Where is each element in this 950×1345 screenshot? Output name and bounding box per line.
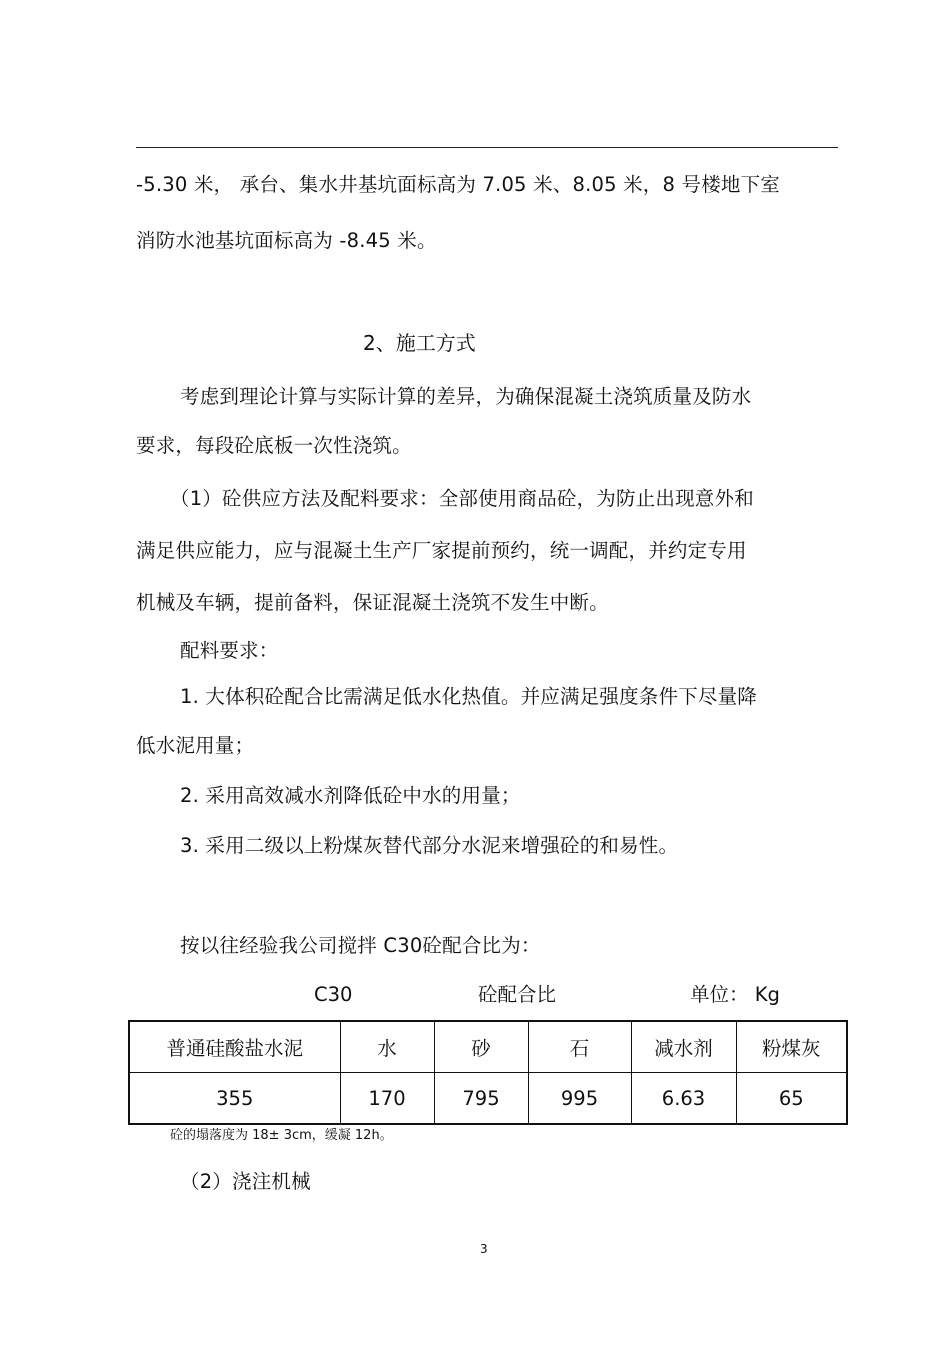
paragraph-line: 满足供应能力，应与混凝土生产厂家提前预约，统一调配，并约定专用 <box>136 539 747 562</box>
table-value-row <box>129 1073 847 1125</box>
header-cell-cement: 普通硅酸盐水泥 <box>129 1021 340 1073</box>
header-cell-fly-ash: 粉煤灰 <box>736 1021 847 1073</box>
section-heading: 2、施工方式 <box>363 331 476 355</box>
value-cell-water: 170 <box>340 1073 434 1125</box>
header-cell-sand: 砂 <box>434 1021 528 1073</box>
table-note: 砼的塌落度为 18± 3cm，缓凝 12h。 <box>170 1128 393 1143</box>
page-number: 3 <box>480 1242 488 1256</box>
requirement-item: 3. 采用二级以上粉煤灰替代部分水泥来增强砼的和易性。 <box>180 834 679 857</box>
requirement-item-continued: 低水泥用量； <box>136 734 255 757</box>
requirement-item: 1. 大体积砼配合比需满足低水化热值。并应满足强度条件下尽量降 <box>180 685 758 708</box>
header-rule <box>136 147 838 148</box>
experience-line: 按以往经验我公司搅拌 C30砼配合比为： <box>180 934 541 957</box>
requirement-item: 2. 采用高效减水剂降低砼中水的用量； <box>180 784 521 807</box>
table-header-row <box>129 1021 847 1073</box>
value-cell-fly-ash: 65 <box>736 1073 847 1125</box>
paragraph-line: 机械及车辆，提前备料，保证混凝土浇筑不发生中断。 <box>136 591 609 614</box>
table-caption-title: 砼配合比 <box>478 983 557 1006</box>
subsection-heading: （2）浇注机械 <box>180 1170 311 1193</box>
paragraph-line: （1）砼供应方法及配料要求：全部使用商品砼，为防止出现意外和 <box>170 487 754 510</box>
value-cell-sand: 795 <box>434 1073 528 1125</box>
mix-ratio-table <box>128 1020 848 1125</box>
table-caption-grade: C30 <box>314 983 353 1006</box>
header-cell-water-reducer: 减水剂 <box>631 1021 736 1073</box>
value-cell-water-reducer: 6.63 <box>631 1073 736 1125</box>
paragraph-line: 考虑到理论计算与实际计算的差异，为确保混凝土浇筑质量及防水 <box>180 385 752 408</box>
paragraph-line: -5.30 米， 承台、集水井基坑面标高为 7.05 米、8.05 米，8 号楼地下室 <box>136 173 780 196</box>
value-cell-stone: 995 <box>528 1073 631 1125</box>
paragraph-line: 要求，每段砼底板一次性浇筑。 <box>136 434 412 457</box>
header-cell-water: 水 <box>340 1021 434 1073</box>
header-cell-stone: 石 <box>528 1021 631 1073</box>
mix-requirements-title: 配料要求： <box>180 639 279 662</box>
table-caption-unit: 单位： Kg <box>690 983 780 1006</box>
paragraph-line: 消防水池基坑面标高为 -8.45 米。 <box>136 229 437 252</box>
value-cell-cement: 355 <box>129 1073 340 1125</box>
